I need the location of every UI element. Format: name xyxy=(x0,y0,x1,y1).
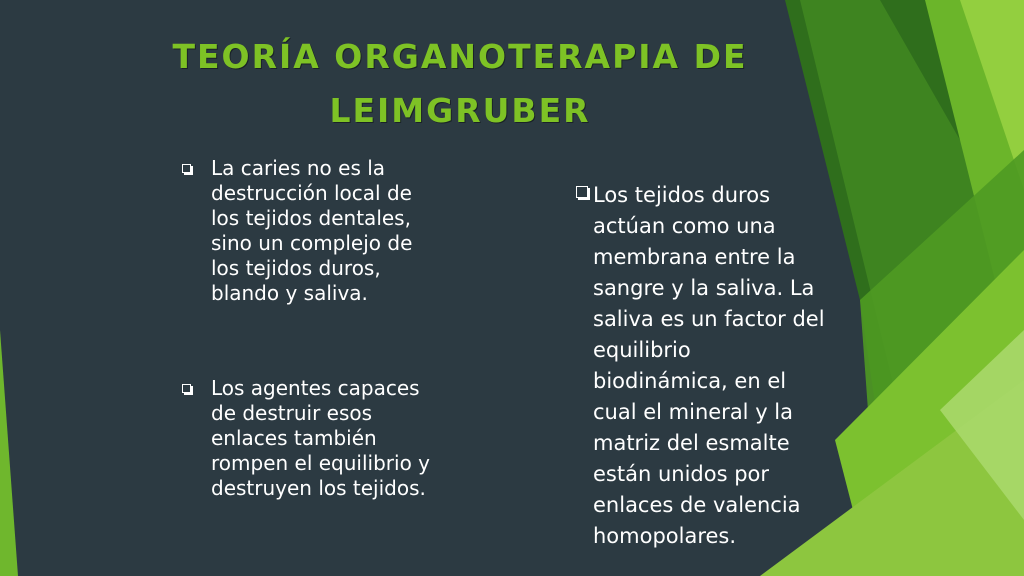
bullet-text-1: La caries no es la destrucción local de los tejidos dentales, sino un complejo de los tejidos duros, blando y saliva. xyxy=(211,156,413,305)
bullet-text-3: Los tejidos duros actúan como una membrana entre la sangre y la saliva. La saliva es un factor del equilibrio biodinámica, en el cual el mineral y la matriz del esmalte están unidos por enlaces de valencia homopolares. xyxy=(593,183,825,548)
bullet-text-2: Los agentes capaces de destruir esos enlaces también rompen el equilibrio y destruyen los tejidos. xyxy=(211,376,431,500)
bullet-item-3 xyxy=(576,180,866,552)
checkbox-bullet-icon xyxy=(182,384,191,393)
checkbox-bullet-icon xyxy=(576,186,588,198)
bullet-item-2 xyxy=(182,376,482,501)
title-line-2: LEIMGRUBER xyxy=(329,91,591,130)
bullet-item-1 xyxy=(182,156,482,306)
slide-title xyxy=(150,30,770,138)
checkbox-bullet-icon xyxy=(182,164,191,173)
title-line-1: TEORÍA ORGANOTERAPIA DE xyxy=(172,37,748,76)
